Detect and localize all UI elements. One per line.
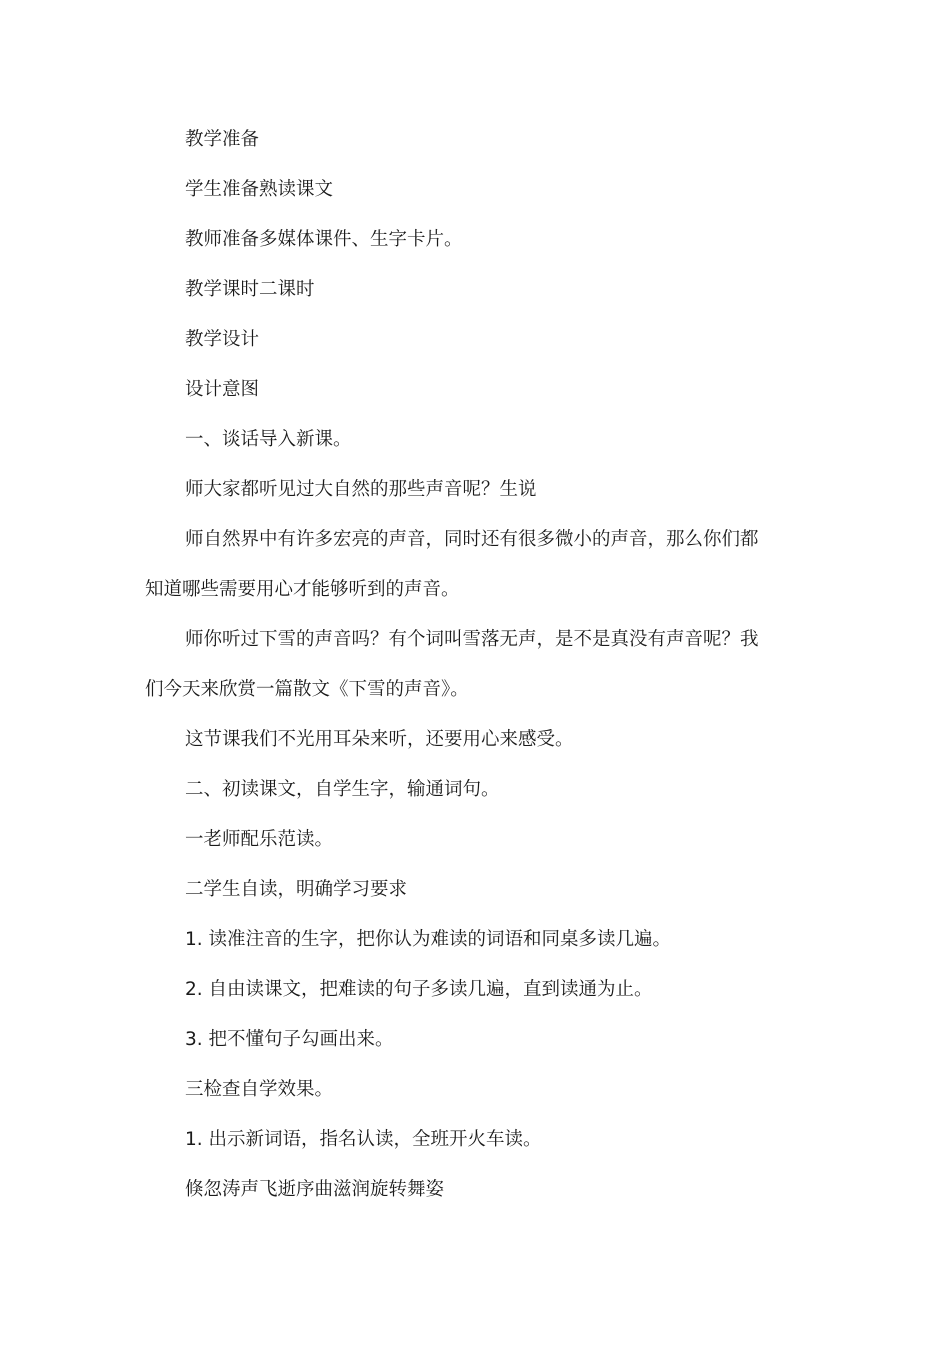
list-item-2: 2. 自由读课文，把难读的句子多读几遍，直到读通为止。 bbox=[185, 979, 653, 1000]
section-three-heading: 三检查自学效果。 bbox=[185, 1079, 334, 1100]
list-item-3: 3. 把不懂句子勾画出来。 bbox=[185, 1029, 394, 1050]
new-words-item: 1. 出示新词语，指名认读，全班开火车读。 bbox=[185, 1129, 542, 1150]
teacher-snow-sound: 师你听过下雪的声音吗？有个词叫雪落无声，是不是真没有声音呢？我们今天来欣赏一篇散文《下雪的声音》。 bbox=[145, 629, 759, 700]
heading-teaching-design: 教学设计 bbox=[185, 329, 260, 350]
teacher-reading: 一老师配乐范读。 bbox=[185, 829, 334, 850]
vocabulary-line: 倏忽涛声飞逝序曲滋润旋转舞姿 bbox=[185, 1179, 445, 1200]
heading-design-intent: 设计意图 bbox=[185, 379, 260, 400]
section-one-heading: 一、谈话导入新课。 bbox=[185, 429, 352, 450]
list-item-1: 1. 读准注音的生字，把你认为难读的词语和同桌多读几遍。 bbox=[185, 929, 672, 950]
student-preparation: 学生准备熟读课文 bbox=[185, 179, 334, 200]
teacher-question: 师大家都听见过大自然的那些声音呢？生说 bbox=[185, 479, 537, 500]
section-two-heading: 二、初读课文，自学生字，输通词句。 bbox=[185, 779, 500, 800]
listen-with-heart: 这节课我们不光用耳朵来听，还要用心来感受。 bbox=[185, 729, 574, 750]
student-self-reading: 二学生自读，明确学习要求 bbox=[185, 879, 408, 900]
heading-teaching-preparation: 教学准备 bbox=[185, 129, 260, 150]
teacher-nature-sounds: 师自然界中有许多宏亮的声音，同时还有很多微小的声音，那么你们都知道哪些需要用心才能够听到的声音。 bbox=[145, 529, 759, 600]
class-hours: 教学课时二课时 bbox=[185, 279, 315, 300]
teacher-preparation: 教师准备多媒体课件、生字卡片。 bbox=[185, 229, 463, 250]
